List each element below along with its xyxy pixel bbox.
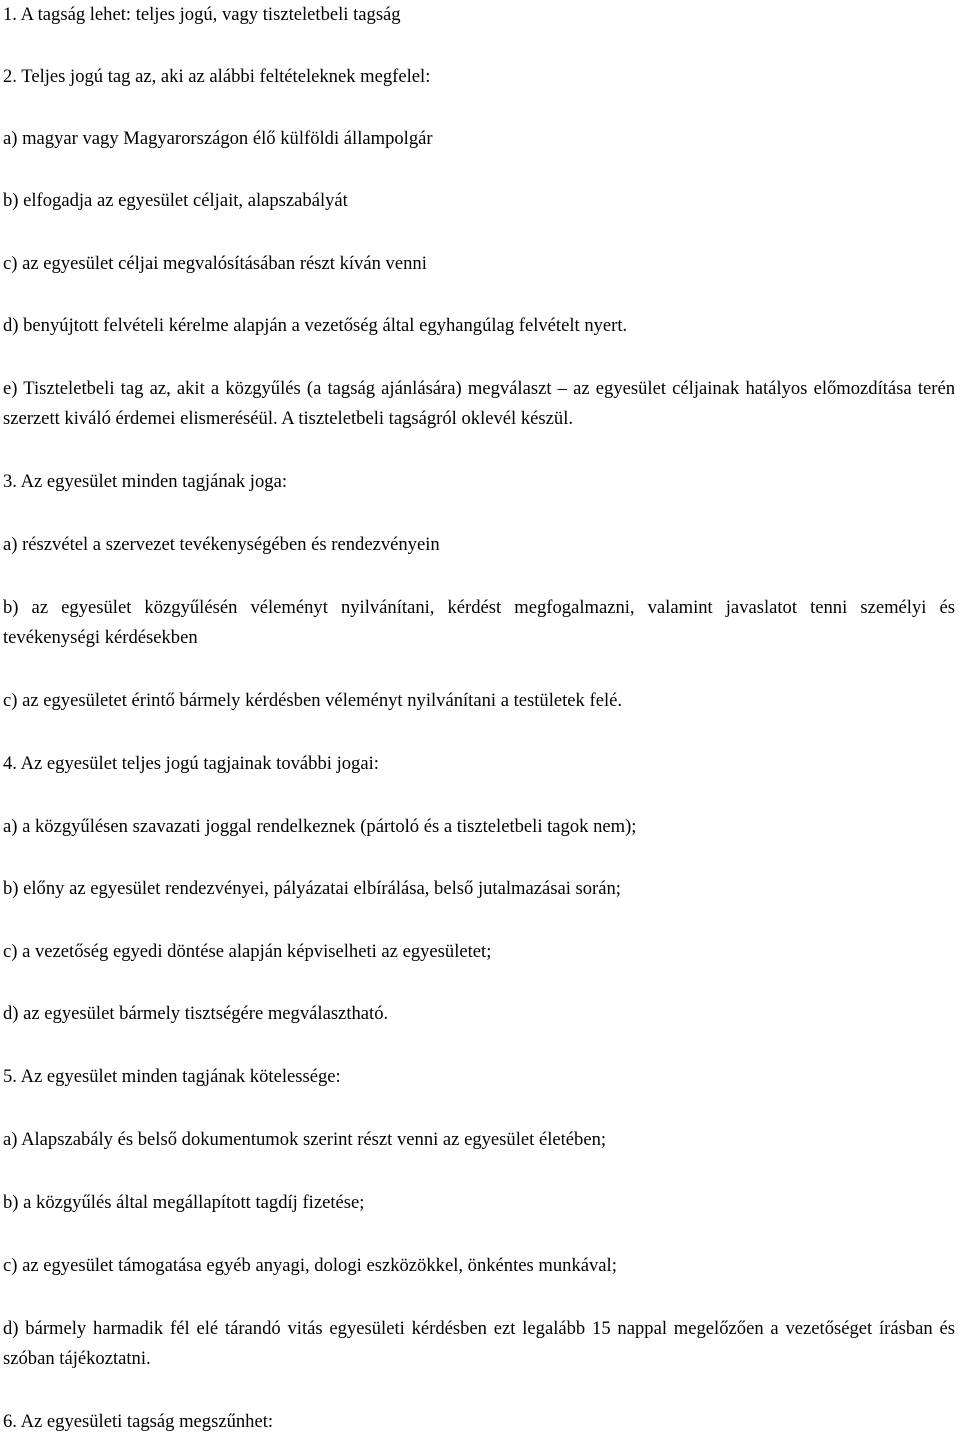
paragraph-full-member-rights-heading: 4. Az egyesület teljes jogú tagjainak további jogai: [3,753,379,774]
paragraph-duty-c: c) az egyesület támogatása egyéb anyagi, dologi eszközökkel, önkéntes munkával; [3,1255,617,1276]
paragraph-condition-d: d) benyújtott felvételi kérelme alapján a vezetőség által egyhangúlag felvételt nyert. [3,315,628,336]
paragraph-condition-c: c) az egyesület céljai megvalósításában részt kíván venni [3,253,427,274]
paragraph-condition-b: b) elfogadja az egyesület céljait, alapszabályát [3,190,348,211]
paragraph-membership-types: 1. A tagság lehet: teljes jogú, vagy tiszteletbeli tagság [3,4,401,25]
paragraph-member-rights-heading: 3. Az egyesület minden tagjának joga: [3,471,287,492]
paragraph-right-b: b) az egyesület közgyűlésén véleményt nyilvánítani, kérdést megfogalmazni, valamint javaslatot tenni személyi és tevékenységi kérdésekben [3,597,955,648]
paragraph-duty-d: d) bármely harmadik fél elé tárandó vitás egyesületi kérdésben ezt legalább 15 nappal megelőzően a vezetőséget írásban és szóban tájékoztatni. [3,1318,955,1369]
paragraph-full-right-b: b) előny az egyesület rendezvényei, pályázatai elbírálása, belső jutalmazásai során; [3,878,621,899]
paragraph-full-right-a: a) a közgyűlésen szavazati joggal rendelkeznek (pártoló és a tiszteletbeli tagok nem); [3,816,637,837]
paragraph-membership-termination-heading: 6. Az egyesületi tagság megszűnhet: [3,1411,274,1432]
paragraph-honorary-member: e) Tiszteletbeli tag az, akit a közgyűlés (a tagság ajánlására) megválaszt – az egyesület céljainak hatályos előmozdítása terén szerzett kiváló érdemei elismeréséül. A tiszteletbeli tagságról oklevél készül. [3,378,955,429]
paragraph-member-duties-heading: 5. Az egyesület minden tagjának kötelessége: [3,1066,341,1087]
paragraph-duty-b: b) a közgyűlés által megállapított tagdíj fizetése; [3,1192,365,1213]
paragraph-duty-a: a) Alapszabály és belső dokumentumok szerint részt venni az egyesület életében; [3,1129,607,1150]
paragraph-right-a: a) részvétel a szervezet tevékenységében és rendezvényein [3,534,440,555]
paragraph-full-right-c: c) a vezetőség egyedi döntése alapján képviselheti az egyesületet; [3,941,492,962]
paragraph-full-right-d: d) az egyesület bármely tisztségére megválasztható. [3,1003,389,1024]
paragraph-right-c: c) az egyesületet érintő bármely kérdésben véleményt nyilvánítani a testületek felé. [3,690,623,711]
paragraph-full-member-definition: 2. Teljes jogú tag az, aki az alábbi feltételeknek megfelel: [3,66,431,87]
paragraph-condition-a: a) magyar vagy Magyarországon élő külföldi állampolgár [3,128,433,149]
